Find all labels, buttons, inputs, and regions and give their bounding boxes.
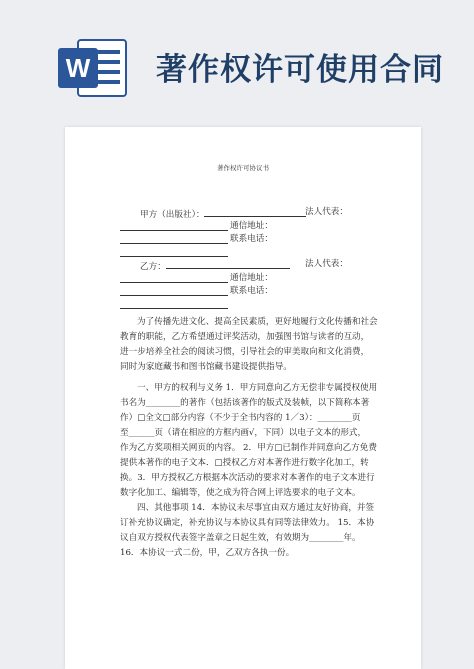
party-a-phone: 联系电话：	[230, 234, 273, 244]
section-1-line: 提供本著作的电子文本．□授权乙方对本著作进行数字化加工，转	[120, 458, 369, 468]
intro-line: 教育的职能，乙方希望通过评奖活动，加强图书馆与读者的互动，	[120, 332, 370, 342]
party-b-extra-blank	[120, 299, 228, 309]
section-1-line: 书名为________的著作（包括该著作的版式及装帧，以下简称本著	[120, 398, 370, 408]
intro-line: 同时为家庭藏书和图书馆藏书建设提供指导。	[120, 362, 292, 372]
party-a-legal-rep: 法人代表：	[305, 207, 348, 217]
word-icon-letter: W	[65, 53, 91, 83]
party-a-line	[140, 207, 306, 221]
section-1-line: 作为乙方奖项相关网页的内容。 2．甲方□已制作并同意向乙方免费	[120, 443, 377, 453]
intro-line: 进一步培养全社会的阅读习惯，引导社会的审美取向和文化消费，	[120, 347, 370, 357]
word-icon	[56, 38, 128, 98]
section-4-line: 议自双方授权代表签字盖章之日起生效，有效期为________年。	[120, 533, 361, 543]
section-4-line: 订补充协议确定，补充协议与本协议具有同等法律效力。 15．本协	[120, 518, 375, 528]
party-b-line	[140, 259, 290, 273]
section-4-paragraph	[120, 501, 375, 561]
party-b-label: 乙方：	[140, 262, 166, 272]
party-a-phone-blank	[120, 234, 228, 244]
document-body	[65, 127, 421, 669]
party-a-extra-blank	[120, 247, 228, 257]
party-b-address: 通信地址：	[230, 273, 273, 283]
section-4-line: 四、其他事项 14．本协议未尽事宜由双方通过友好协商，并签	[137, 503, 375, 513]
party-a-phone-line	[120, 234, 228, 248]
document-title: 著作权许可协议书	[217, 164, 269, 172]
party-b-address-line	[120, 273, 228, 287]
party-b-address-blank	[120, 273, 228, 283]
party-a-address-blank	[120, 221, 228, 231]
section-1-line: 至______页（请在相应的方框内画√，下同）以电子文本的形式，	[120, 428, 367, 438]
party-b-blank	[166, 259, 290, 269]
party-a-blank	[204, 207, 306, 217]
section-4-line: 16．本协议一式二份，甲，乙双方各执一份。	[120, 548, 295, 558]
section-1-line: 一、甲方的权利与义务 1．甲方同意向乙方无偿非专属授权使用	[137, 383, 378, 393]
section-1-paragraph	[120, 381, 378, 501]
party-b-phone-line	[120, 286, 228, 300]
section-1-line: 换。3．甲方授权乙方根据本次活动的要求对本著作的电子文本进行	[120, 473, 375, 483]
document-page	[65, 127, 421, 669]
party-a-label: 甲方（出版社）：	[140, 210, 205, 220]
page-title: 著作权许可使用合同	[156, 52, 444, 88]
party-a-address: 通信地址：	[230, 221, 273, 231]
section-1-line: 数字化加工、编辑等，使之成为符合网上评选要求的电子文本。	[120, 488, 361, 498]
party-b-extra-line	[120, 299, 228, 313]
intro-line: 为了传播先进文化、提高全民素质，更好地履行文化传播和社会	[137, 317, 378, 327]
party-b-phone-blank	[120, 286, 228, 296]
party-b-phone: 联系电话：	[230, 286, 273, 296]
header	[0, 0, 474, 100]
party-b-legal-rep: 法人代表：	[305, 259, 348, 269]
party-a-address-line	[120, 221, 228, 235]
intro-paragraph	[120, 315, 378, 375]
section-1-line: 作）□全文□部分内容（不少于全书内容的 1／3）：________页	[120, 413, 361, 423]
